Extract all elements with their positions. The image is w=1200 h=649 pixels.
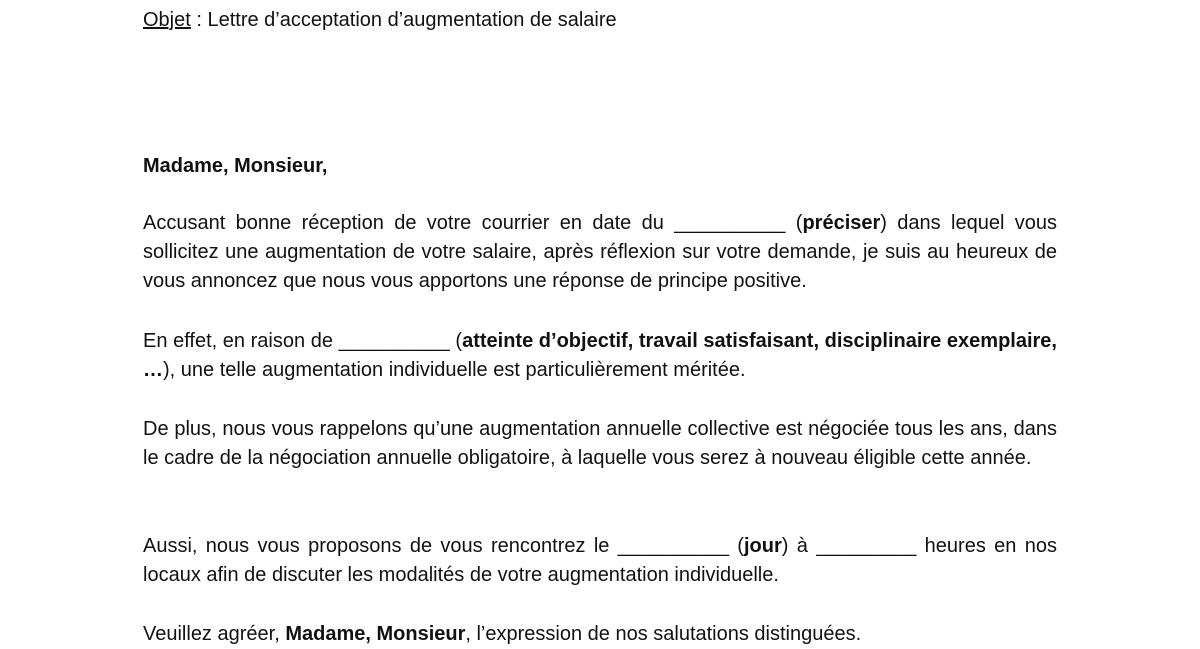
salutation: Madame, Monsieur, <box>143 155 328 177</box>
p1-bold-1: préciser <box>802 212 881 234</box>
p5-text-2: , l’expression de nos salutations distinguées. <box>465 623 862 645</box>
p2-bold-1: atteinte d’objectif, travail satisfaisant, disciplinaire exemplaire, … <box>143 330 1057 381</box>
p1-text-2: ) dans lequel vous sollicitez une augmentation de votre salaire, après réflexion sur votre demande, je suis au heureux de vous annoncez que nous vous apportons une réponse de principe positive. <box>143 212 1057 292</box>
p5-bold-1: Madame, Monsieur <box>285 623 466 645</box>
p5-text-1: Veuillez agréer, <box>143 623 286 645</box>
subject-line <box>143 7 617 33</box>
p4-bold-1: jour <box>743 535 782 557</box>
paragraph-meeting <box>143 532 1057 590</box>
p4-text-2: ) à _________ heures en nos locaux afin de discuter les modalités de votre augmentation individuelle. <box>143 535 1057 586</box>
paragraph-collective-raise <box>143 415 1057 473</box>
subject-separator: : <box>190 9 208 31</box>
paragraph-closing <box>143 620 1057 649</box>
p2-text-2: ), une telle augmentation individuelle est particulièrement méritée. <box>163 359 746 381</box>
p1-text-1: Accusant bonne réception de votre courrier en date du __________ ( <box>143 212 803 234</box>
p3-text-1: De plus, nous vous rappelons qu’une augmentation annuelle collective est négociée tous les ans, dans le cadre de la négociation annuelle obligatoire, à laquelle vous serez à nouveau éligible cette année. <box>143 418 1057 469</box>
p4-text-1: Aussi, nous vous proposons de vous rencontrez le __________ ( <box>143 535 744 557</box>
paragraph-reason <box>143 327 1057 385</box>
p2-text-1: En effet, en raison de __________ ( <box>143 330 463 352</box>
subject-text: Lettre d’acceptation d’augmentation de salaire <box>207 9 617 31</box>
paragraph-acknowledgement <box>143 209 1057 296</box>
subject-label: Objet <box>143 9 191 31</box>
